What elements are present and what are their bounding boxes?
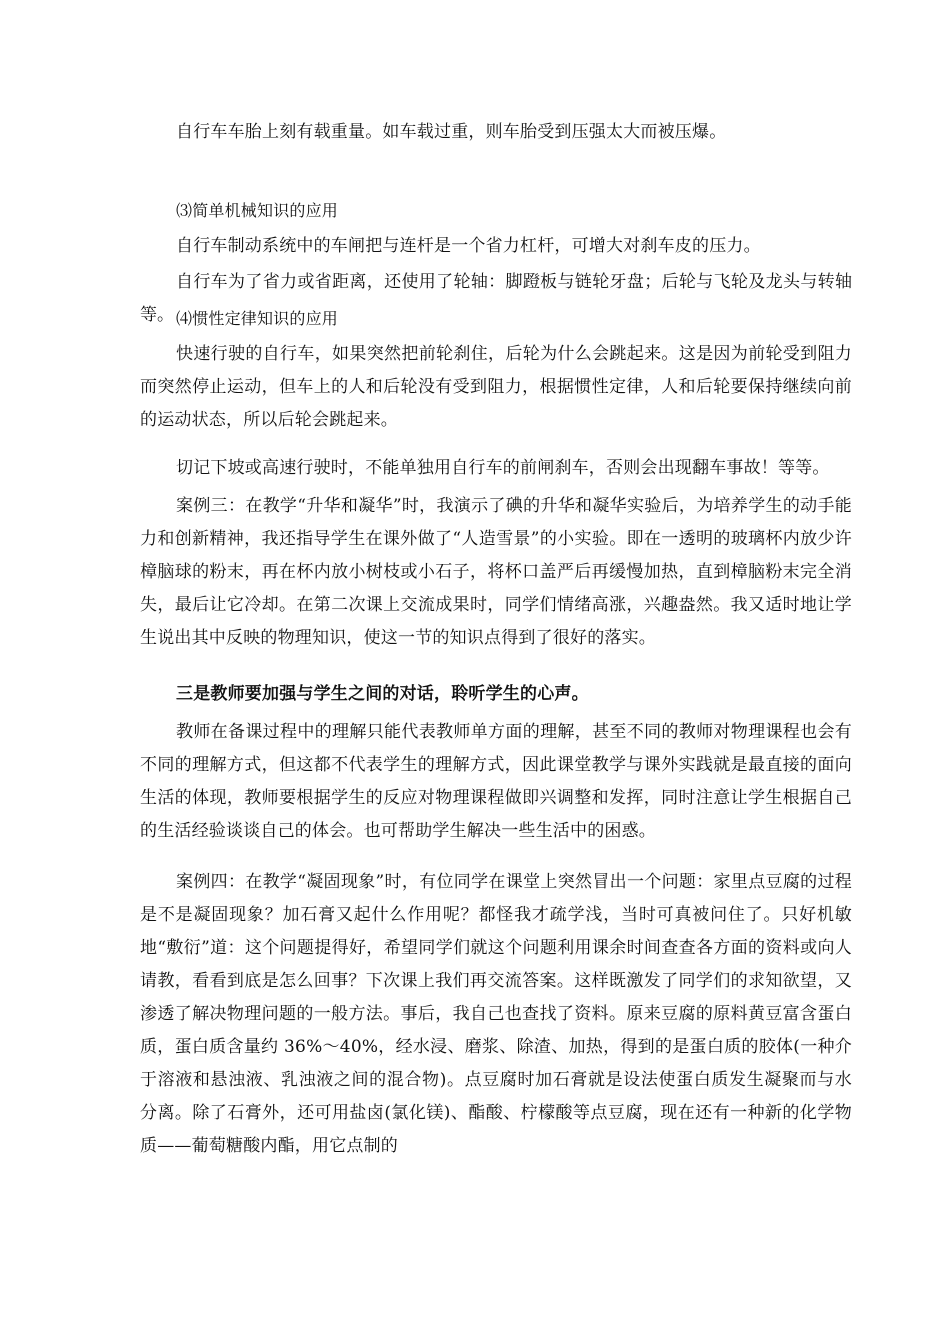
paragraph-wheel-axle: 自行车为了省力或省距离，还使用了轮轴：脚蹬板与链轮牙盘；后轮与飞轮及龙头与转轴等。 (140, 272, 852, 325)
paragraph-teacher-understanding: 教师在备课过程中的理解只能代表教师单方面的理解，甚至不同的教师对物理课程也会有不同的理解方式，但这都不代表学生的理解方式，因此课堂教学与课外实践就是最直接的面向生活的体现，教师要根据学生的反应对物理课程做即兴调整和发挥，同时注意让学生根据自己的生活经验谈谈自己的体会。也可帮助学生解决一些生活中的困惑。 (140, 722, 852, 841)
paragraph-case-three: 案例三：在教学“升华和凝华”时，我演示了碘的升华和凝华实验后，为培养学生的动手能力和创新精神，我还指导学生在课外做了“人造雪景”的小实验。即在一透明的玻璃杯内放少许樟脑球的粉末，再在杯内放小树枝或小石子，将杯口盖严后再缓慢加热，直到樟脑粉末完全消失，最后让它冷却。在第二次课上交流成果时，同学们情绪高涨，兴趣盎然。我又适时地让学生说出其中反映的物理知识，使这一节的知识点得到了很好的落实。 (140, 496, 852, 648)
section-heading-dialogue: 三是教师要加强与学生之间的对话，聆听学生的心声。 (176, 684, 589, 704)
paragraph-case-four: 案例四：在教学“凝固现象”时，有位同学在课堂上突然冒出一个问题：家里点豆腐的过程是不是凝固现象？加石膏又起什么作用呢？都怪我才疏学浅，当时可真被问住了。只好机敏地“敷衍”道：这个问题提得好，希望同学们就这个问题利用课余时间查查各方面的资料或向人请教，看看到底是怎么回事？下次课上我们再交流答案。这样既激发了同学们的求知欲望，又渗透了解决物理问题的一般方法。事后，我自己也查找了资料。原来豆腐的原料黄豆富含蛋白质，蛋白质含量约 36%～40%，经水浸、磨浆、除渣、加热，得到的是蛋白质的胶体(一种介于溶液和悬浊液、乳浊液之间的混合物)。点豆腐时加石膏就是设法使蛋白质发生凝聚而与水分离。除了石膏外，还可用盐卤(氯化镁)、酯酸、柠檬酸等点豆腐，现在还有一种新的化学物质——葡萄糖酸内酯，用它点制的 (140, 872, 852, 1156)
paragraph-inertia-explanation: 快速行驶的自行车，如果突然把前轮刹住，后轮为什么会跳起来。这是因为前轮受到阻力而突然停止运动，但车上的人和后轮没有受到阻力，根据惯性定律，人和后轮要保持继续向前的运动状态，所以后轮会跳起来。 (140, 344, 852, 430)
paragraph-brake-lever: 自行车制动系统中的车闸把与连杆是一个省力杠杆，可增大对刹车皮的压力。 (176, 236, 761, 256)
section-heading-inertia: ⑷惯性定律知识的应用 (176, 309, 339, 328)
section-heading-simple-machines: ⑶简单机械知识的应用 (176, 201, 339, 220)
paragraph-downhill-warning: 切记下坡或高速行驶时，不能单独用自行车的前闸刹车，否则会出现翻车事故！等等。 (176, 458, 830, 478)
paragraph-tire-load: 自行车车胎上刻有载重量。如车载过重，则车胎受到压强太大而被压爆。 (176, 122, 727, 142)
